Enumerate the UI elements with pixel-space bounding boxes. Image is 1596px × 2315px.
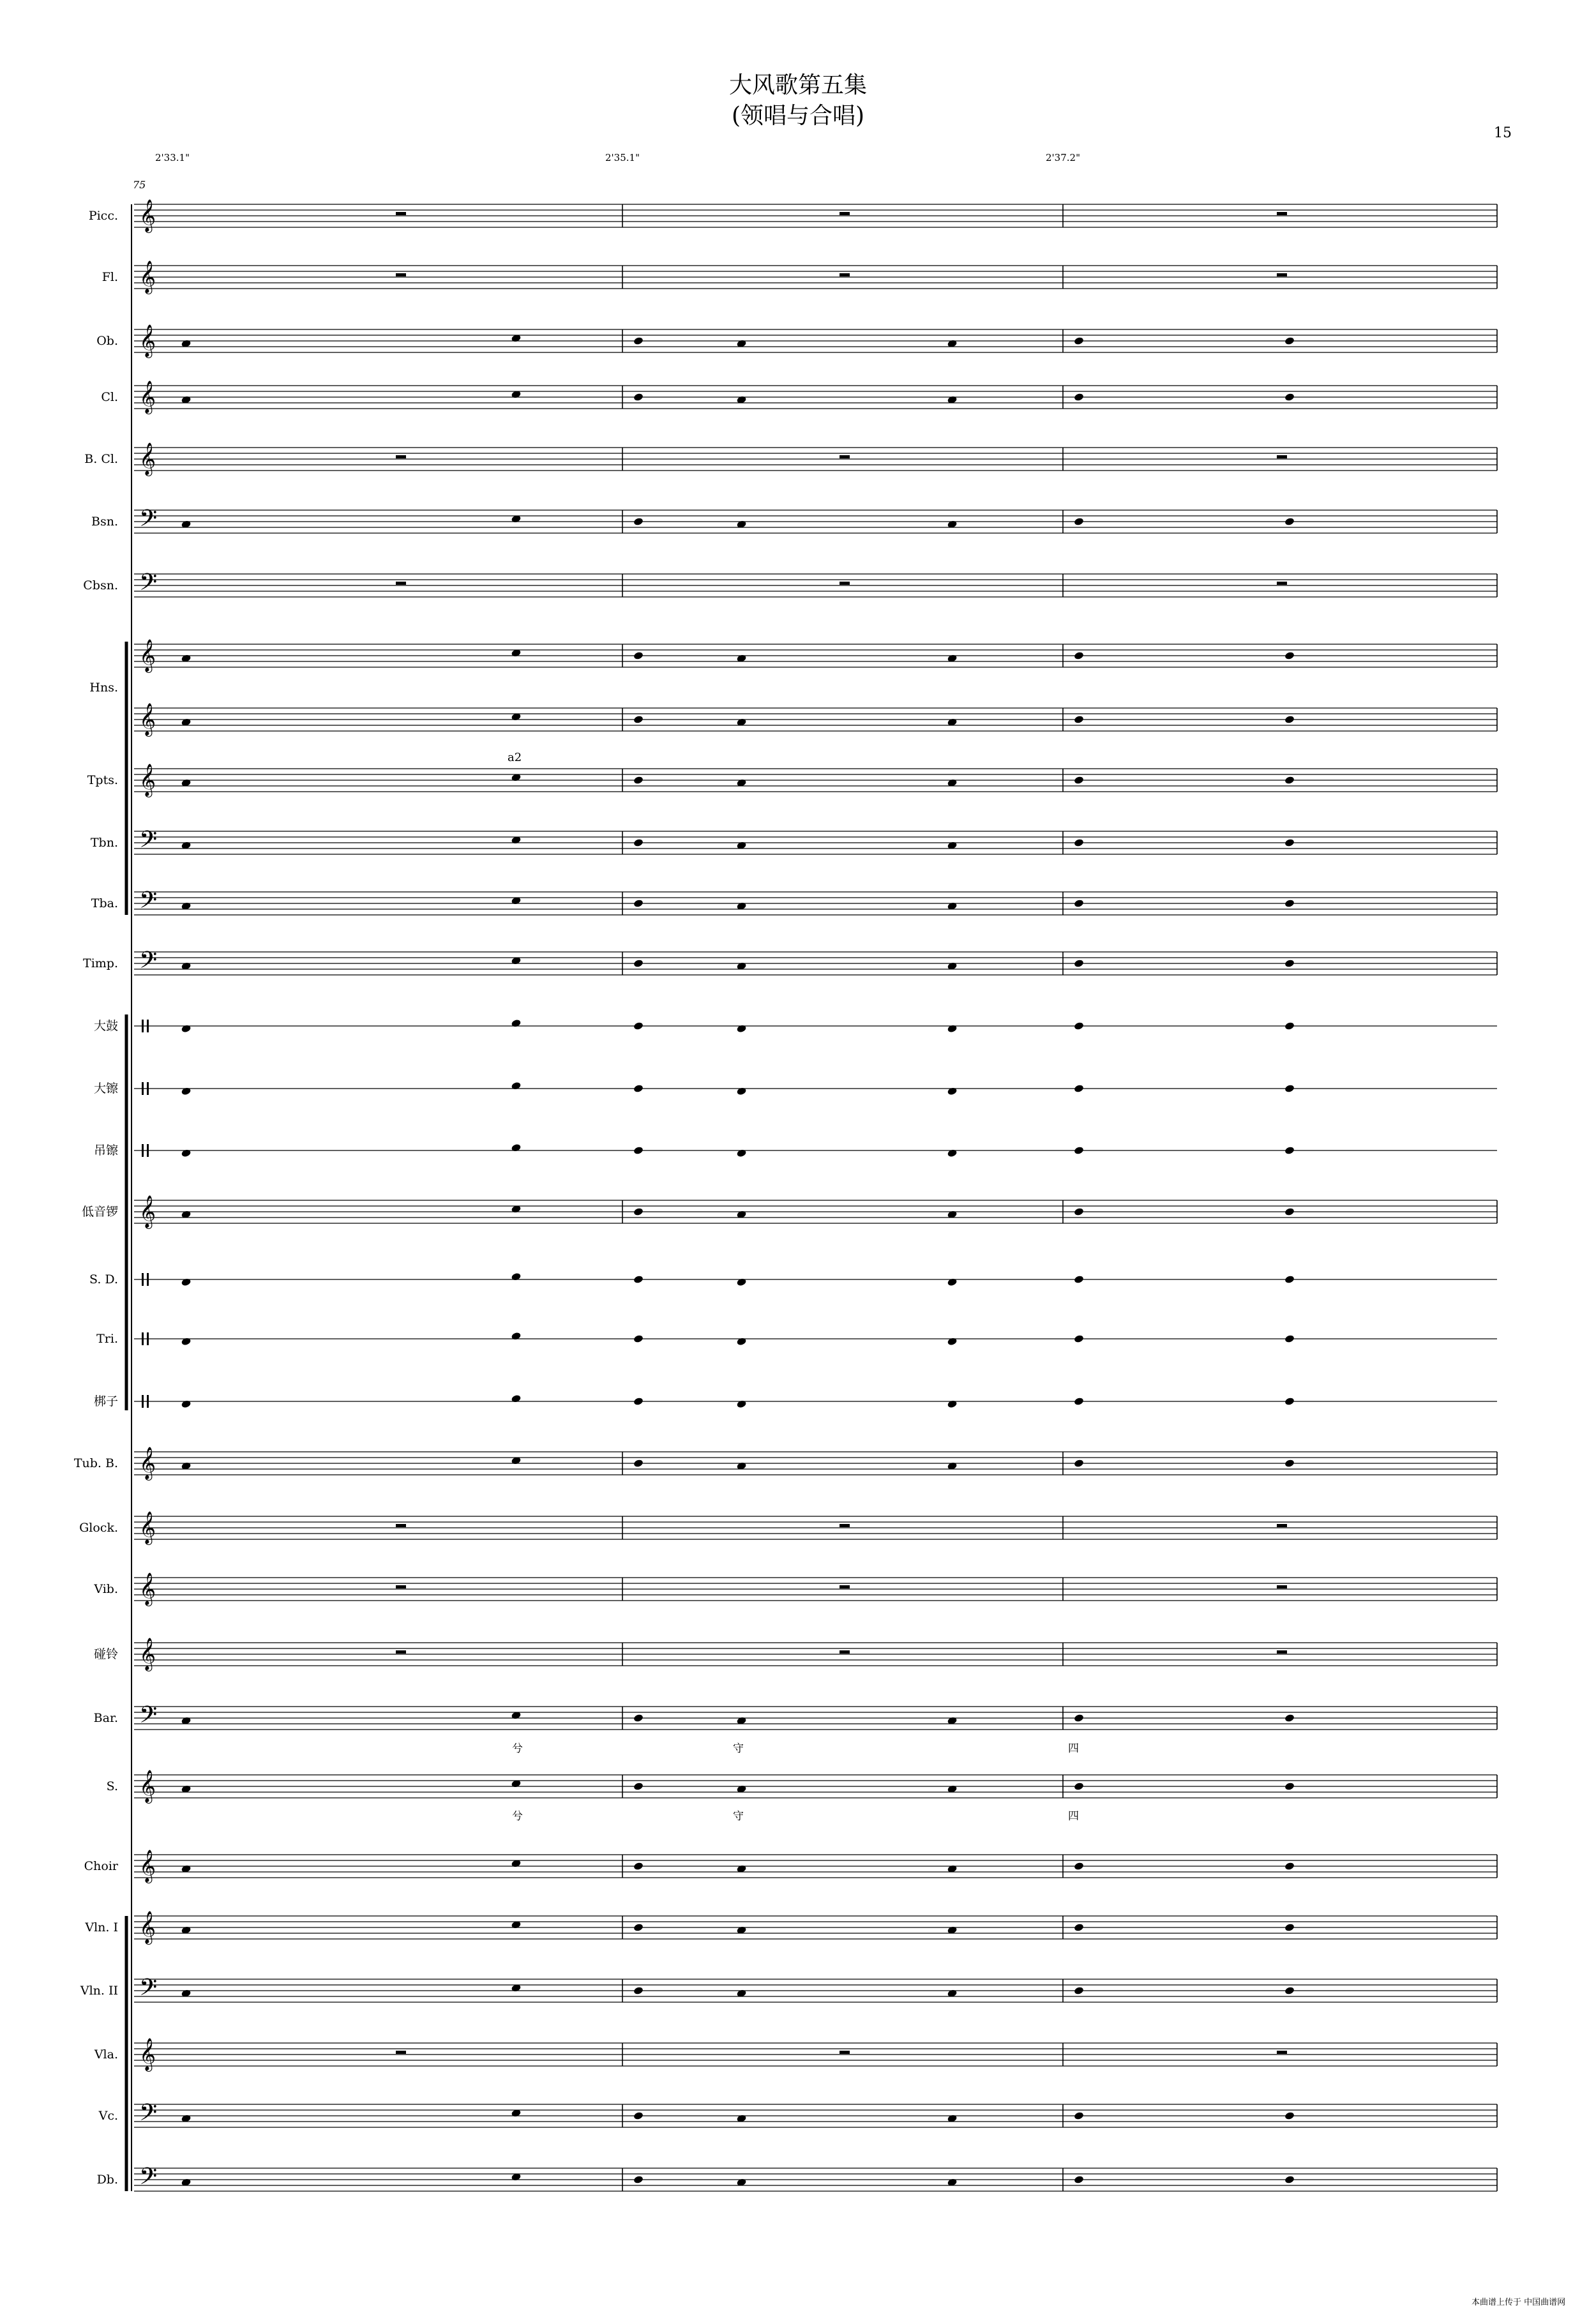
- staff: [134, 1272, 1497, 1287]
- notehead: [736, 1278, 747, 1286]
- clef-icon: 𝄞: [139, 260, 156, 293]
- notehead: [1074, 1334, 1085, 1343]
- notehead: [1074, 959, 1085, 968]
- notehead: [633, 1207, 644, 1216]
- notehead: [1284, 1397, 1295, 1406]
- lyric-soprano-3: 四: [1068, 1810, 1079, 1823]
- notehead: [181, 1399, 192, 1408]
- score-title: 大风歌第五集: [728, 72, 867, 98]
- notehead: [1074, 1022, 1085, 1030]
- notehead: [181, 1024, 192, 1033]
- clef-icon: 𝄞: [139, 1638, 156, 1670]
- clef-icon: 𝄞: [139, 2038, 156, 2070]
- notehead: [633, 1986, 644, 1995]
- notehead: [1284, 2111, 1295, 2120]
- staff: [134, 1019, 1497, 1034]
- staff: [134, 1974, 1497, 2007]
- instrument-label: Vla.: [94, 2047, 118, 2062]
- rest-icon: [396, 1585, 406, 1588]
- staff: [134, 1394, 1497, 1409]
- notehead: [1074, 1923, 1085, 1932]
- notehead: [1284, 1207, 1295, 1216]
- staff: [134, 442, 1497, 476]
- notehead: [1284, 1782, 1295, 1791]
- notehead: [1074, 715, 1085, 724]
- staff: [134, 947, 1497, 979]
- rest-icon: [839, 2051, 850, 2054]
- instrument-label: Tbn.: [90, 836, 118, 850]
- footer-credit: 本曲谱上传于 中国曲谱网: [1472, 2298, 1566, 2307]
- notehead: [736, 1087, 747, 1096]
- notehead: [181, 1337, 192, 1346]
- notehead: [1284, 715, 1295, 724]
- staff: [134, 260, 1497, 294]
- notehead: [1284, 838, 1295, 847]
- instrument-label: Vc.: [98, 2109, 118, 2123]
- clef-icon: 𝄞: [139, 1447, 156, 1479]
- clef-icon: 𝄞: [139, 1195, 156, 1228]
- rest-icon: [1277, 212, 1287, 215]
- notehead: [1074, 1084, 1085, 1093]
- staff: [134, 2163, 1497, 2196]
- staff: [134, 2038, 1497, 2072]
- notehead: [181, 1149, 192, 1158]
- staff: [134, 639, 1497, 673]
- staff: [134, 1447, 1497, 1481]
- instrument-label: Timp.: [83, 956, 118, 970]
- notehead: [947, 1149, 958, 1158]
- staff: [134, 1195, 1497, 1229]
- timestamp-2: 2'35.1": [605, 152, 640, 163]
- notehead: [1284, 776, 1295, 785]
- instrument-label: Picc.: [88, 209, 118, 223]
- notehead: [1074, 2111, 1085, 2120]
- instrument-label: Tba.: [91, 896, 118, 910]
- notehead: [633, 1275, 644, 1284]
- instrument-label: Glock.: [79, 1521, 118, 1535]
- notehead: [1284, 1022, 1295, 1030]
- staff: [134, 505, 1497, 538]
- notehead: [633, 336, 644, 345]
- notehead: [1074, 1986, 1085, 1995]
- notehead: [1284, 1459, 1295, 1468]
- notehead: [633, 1022, 644, 1030]
- rest-icon: [1277, 455, 1287, 458]
- instrument-label: 低音锣: [81, 1205, 118, 1219]
- rest-icon: [839, 1650, 850, 1654]
- notehead: [1074, 517, 1085, 526]
- staff: [134, 199, 1497, 233]
- notehead: [1284, 1923, 1295, 1932]
- staff: [134, 1770, 1497, 1804]
- instrument-label: Tub. B.: [73, 1456, 118, 1470]
- clef-icon: 𝄞: [139, 199, 156, 232]
- instrument-label: 吊镲: [93, 1143, 118, 1158]
- rest-icon: [1277, 2051, 1287, 2054]
- clef-icon: 𝄢: [139, 569, 158, 601]
- rest-icon: [396, 1524, 406, 1527]
- rest-icon: [396, 582, 406, 585]
- notehead: [633, 2111, 644, 2120]
- instrument-label: S.: [106, 1779, 118, 1793]
- staff: [134, 826, 1497, 859]
- notehead: [947, 1087, 958, 1096]
- instrument-label: 碰铃: [93, 1647, 118, 1661]
- clef-icon: 𝄞: [139, 764, 156, 796]
- clef-icon: 𝄢: [139, 2163, 158, 2196]
- staff: [134, 1572, 1497, 1606]
- notehead: [1074, 899, 1085, 908]
- rest-icon: [839, 582, 850, 585]
- rest-icon: [839, 212, 850, 215]
- notehead: [633, 1862, 644, 1871]
- staff: [134, 887, 1497, 919]
- staff: [134, 1850, 1497, 1883]
- notehead: [1074, 1714, 1085, 1723]
- notehead: [633, 959, 644, 968]
- notehead: [511, 1143, 522, 1152]
- notehead: [1284, 393, 1295, 402]
- notehead: [1074, 1397, 1085, 1406]
- clef-icon: 𝄢: [139, 1974, 158, 2007]
- instrument-label: Hns.: [89, 681, 118, 695]
- notehead: [1284, 899, 1295, 908]
- staff: [134, 1638, 1497, 1671]
- rest-icon: [839, 455, 850, 458]
- lyric-bar-1: 兮: [512, 1742, 523, 1755]
- clef-icon: 𝄢: [139, 826, 158, 859]
- notehead: [1074, 838, 1085, 847]
- notehead: [633, 776, 644, 785]
- staff: [134, 2099, 1497, 2132]
- notehead: [736, 1337, 747, 1346]
- notehead: [1284, 1862, 1295, 1871]
- notehead: [1284, 959, 1295, 968]
- notehead: [633, 1397, 644, 1406]
- notehead: [511, 1332, 522, 1341]
- instrument-label: Tpts.: [87, 773, 118, 787]
- notehead: [1074, 651, 1085, 660]
- notehead: [633, 1334, 644, 1343]
- notehead: [1284, 517, 1295, 526]
- rest-icon: [1277, 273, 1287, 276]
- rest-icon: [396, 455, 406, 458]
- notehead: [633, 1782, 644, 1791]
- staff: [134, 1701, 1497, 1734]
- instrument-label: Vib.: [94, 1582, 118, 1596]
- staff: [134, 764, 1497, 797]
- notehead: [947, 1337, 958, 1346]
- notehead: [736, 1399, 747, 1408]
- rest-icon: [839, 1585, 850, 1588]
- notehead: [633, 1146, 644, 1155]
- notehead: [633, 1084, 644, 1093]
- instrument-label: Cl.: [101, 390, 118, 404]
- staff: [134, 703, 1497, 737]
- lyric-bar-2: 守: [733, 1742, 744, 1755]
- staff: [134, 1911, 1497, 1945]
- instrument-label: 梆子: [93, 1394, 118, 1408]
- notehead: [1074, 776, 1085, 785]
- notehead: [1284, 1986, 1295, 1995]
- rest-icon: [396, 212, 406, 215]
- clef-icon: 𝄞: [139, 442, 156, 475]
- notehead: [633, 838, 644, 847]
- notehead: [1284, 1334, 1295, 1343]
- notehead: [633, 1923, 644, 1932]
- instrument-label: Ob.: [96, 334, 118, 348]
- notehead: [947, 1024, 958, 1033]
- measure-number: 75: [133, 179, 146, 191]
- notehead: [1284, 336, 1295, 345]
- notehead: [1284, 1275, 1295, 1284]
- rest-icon: [1277, 1585, 1287, 1588]
- notehead: [1074, 1459, 1085, 1468]
- notehead: [633, 517, 644, 526]
- staff: [134, 324, 1497, 358]
- notehead: [633, 715, 644, 724]
- rest-icon: [1277, 582, 1287, 585]
- instrument-label: Vln. II: [80, 1984, 118, 1998]
- staff: [134, 1332, 1497, 1346]
- notehead: [947, 1399, 958, 1408]
- notehead: [736, 1149, 747, 1158]
- instrument-label: B. Cl.: [84, 452, 118, 466]
- timestamp-1: 2'33.1": [155, 152, 190, 163]
- instrument-label: Vln. I: [85, 1920, 118, 1934]
- clef-icon: 𝄞: [139, 1911, 156, 1943]
- score-subtitle: (领唱与合唱): [731, 103, 865, 129]
- instrument-label: Tri.: [96, 1332, 118, 1346]
- staff: [134, 381, 1497, 414]
- notehead: [947, 1278, 958, 1286]
- lyric-soprano-2: 守: [733, 1810, 744, 1823]
- clef-icon: 𝄢: [139, 2099, 158, 2132]
- rest-icon: [396, 273, 406, 276]
- instrument-label: Bsn.: [91, 515, 118, 529]
- instrument-label: Bar.: [93, 1711, 118, 1725]
- instrument-label: S. D.: [89, 1272, 118, 1286]
- instrument-label: Cbsn.: [83, 578, 118, 592]
- notehead: [1074, 336, 1085, 345]
- clef-icon: 𝄢: [139, 1701, 158, 1734]
- page-number: 15: [1494, 125, 1512, 141]
- notehead: [511, 1082, 522, 1090]
- staff: [134, 569, 1497, 601]
- clef-icon: 𝄞: [139, 1572, 156, 1605]
- notehead: [633, 1459, 644, 1468]
- notehead: [633, 393, 644, 402]
- notehead: [1074, 1207, 1085, 1216]
- a2-marking: a2: [508, 751, 522, 764]
- notehead: [1074, 1146, 1085, 1155]
- staff: [134, 1082, 1497, 1096]
- clef-icon: 𝄞: [139, 1511, 156, 1544]
- notehead: [633, 1714, 644, 1723]
- notehead: [1284, 651, 1295, 660]
- notehead: [511, 1272, 522, 1281]
- rest-icon: [839, 273, 850, 276]
- instrument-label: Fl.: [102, 270, 118, 284]
- clef-icon: 𝄞: [139, 381, 156, 413]
- notehead: [633, 651, 644, 660]
- notehead: [633, 899, 644, 908]
- lyric-bar-3: 四: [1068, 1742, 1079, 1755]
- notehead: [1074, 1782, 1085, 1791]
- notehead: [736, 1024, 747, 1033]
- staff: [134, 1511, 1497, 1545]
- clef-icon: 𝄢: [139, 505, 158, 538]
- notehead: [181, 1278, 192, 1286]
- rest-icon: [396, 2051, 406, 2054]
- rest-icon: [1277, 1650, 1287, 1654]
- notehead: [1074, 1862, 1085, 1871]
- notehead: [633, 2175, 644, 2184]
- notehead: [1284, 1714, 1295, 1723]
- staff: [134, 1143, 1497, 1158]
- instrument-label: Db.: [96, 2173, 118, 2187]
- clef-icon: 𝄢: [139, 947, 158, 979]
- instrument-label: 大鼓: [93, 1019, 118, 1033]
- clef-icon: 𝄞: [139, 703, 156, 735]
- rest-icon: [839, 1524, 850, 1527]
- notehead: [1284, 2175, 1295, 2184]
- clef-icon: 𝄞: [139, 324, 156, 357]
- notehead: [181, 1087, 192, 1096]
- notehead: [1074, 2175, 1085, 2184]
- notehead: [511, 1394, 522, 1403]
- instrument-label: Choir: [84, 1859, 118, 1873]
- clef-icon: 𝄞: [139, 639, 156, 672]
- timestamp-3: 2'37.2": [1046, 152, 1080, 163]
- clef-icon: 𝄞: [139, 1770, 156, 1802]
- instrument-label: 大镲: [93, 1082, 118, 1096]
- notehead: [1074, 393, 1085, 402]
- lyric-soprano-1: 兮: [512, 1810, 523, 1823]
- clef-icon: 𝄢: [139, 887, 158, 919]
- clef-icon: 𝄞: [139, 1850, 156, 1882]
- notehead: [1074, 1275, 1085, 1284]
- rest-icon: [396, 1650, 406, 1654]
- notehead: [1284, 1084, 1295, 1093]
- notehead: [511, 1019, 522, 1028]
- notehead: [1284, 1146, 1295, 1155]
- rest-icon: [1277, 1524, 1287, 1527]
